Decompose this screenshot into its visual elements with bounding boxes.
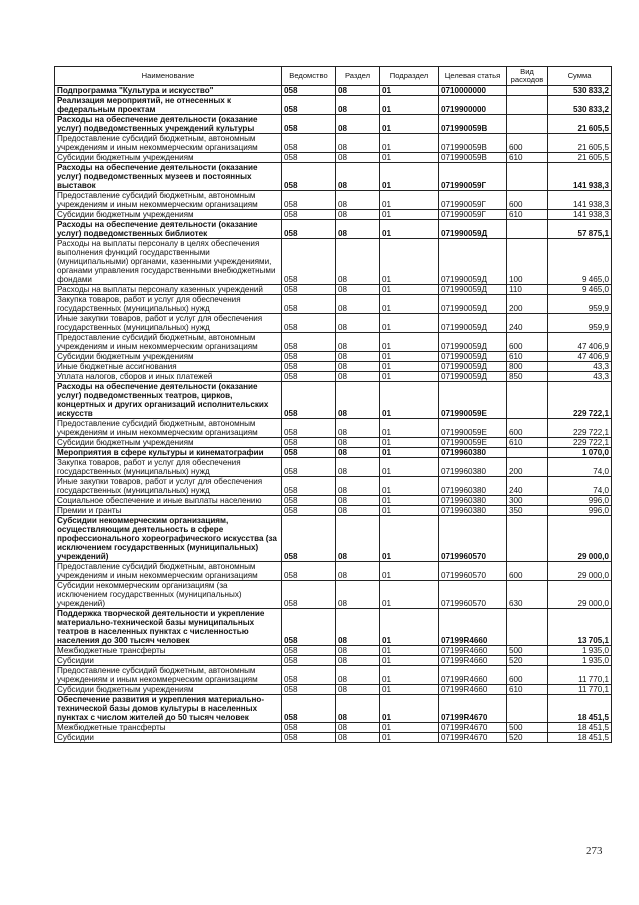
table-row	[55, 666, 612, 685]
row-expense-type: 520	[507, 733, 548, 743]
row-section: 08	[336, 666, 380, 685]
row-section: 08	[336, 438, 380, 448]
row-sum: 47 406,9	[548, 333, 612, 352]
row-name: Обеспечение развития и укрепления материально-технической базы домов культуры в населенных пунктах с числом жителей до 50 тысяч человек	[55, 695, 282, 723]
row-sum: 996,0	[548, 496, 612, 506]
row-sum: 11 770,1	[548, 685, 612, 695]
row-sum: 18 451,5	[548, 723, 612, 733]
row-subsection: 01	[380, 609, 439, 646]
row-target-article: 07199R4660	[439, 646, 507, 656]
row-department: 058	[282, 496, 336, 506]
row-subsection: 01	[380, 419, 439, 438]
table-row	[55, 372, 612, 382]
table-row	[55, 352, 612, 362]
row-expense-type	[507, 382, 548, 419]
row-name: Расходы на обеспечение деятельности (оказание услуг) подведомственных музеев и постоянных выставок	[55, 163, 282, 191]
row-name: Субсидии бюджетным учреждениям	[55, 438, 282, 448]
row-expense-type: 520	[507, 656, 548, 666]
header-department: Ведомство	[282, 67, 336, 86]
row-target-article: 071990059Г	[439, 163, 507, 191]
row-subsection: 01	[380, 458, 439, 477]
row-target-article: 071990059В	[439, 134, 507, 153]
table-row	[55, 733, 612, 743]
row-department: 058	[282, 163, 336, 191]
row-target-article: 071990059В	[439, 115, 507, 134]
table-row	[55, 210, 612, 220]
row-expense-type: 600	[507, 562, 548, 581]
row-sum: 959,9	[548, 295, 612, 314]
row-subsection: 01	[380, 96, 439, 115]
row-subsection: 01	[380, 581, 439, 609]
row-section: 08	[336, 239, 380, 285]
row-section: 08	[336, 314, 380, 333]
row-department: 058	[282, 362, 336, 372]
row-expense-type: 200	[507, 458, 548, 477]
row-target-article: 07199R4660	[439, 656, 507, 666]
row-department: 058	[282, 695, 336, 723]
table-row	[55, 295, 612, 314]
row-name: Иные закупки товаров, работ и услуг для обеспечения государственных (муниципальных) нужд	[55, 314, 282, 333]
row-subsection: 01	[380, 115, 439, 134]
row-department: 058	[282, 448, 336, 458]
table-body	[55, 86, 612, 743]
row-expense-type: 800	[507, 362, 548, 372]
row-target-article: 0719960380	[439, 496, 507, 506]
row-name: Субсидии некоммерческим организациям, осуществляющим деятельность в сфере профессионального хореографического искусства (за исключением государственных (муниципальных) учреждений)	[55, 516, 282, 562]
row-section: 08	[336, 96, 380, 115]
row-section: 08	[336, 733, 380, 743]
row-name: Расходы на выплаты персоналу в целях обеспечения выполнения функций государственными (муниципальными) органами, казенными учреждениями, органами управления государственными внебюджетными фондами	[55, 239, 282, 285]
row-section: 08	[336, 134, 380, 153]
row-department: 058	[282, 419, 336, 438]
row-target-article: 07199R4660	[439, 685, 507, 695]
row-target-article: 071990059Д	[439, 352, 507, 362]
row-target-article: 07199R4670	[439, 733, 507, 743]
row-target-article: 0719960380	[439, 477, 507, 496]
table-row	[55, 86, 612, 96]
row-subsection: 01	[380, 496, 439, 506]
table-row	[55, 656, 612, 666]
row-name: Предоставление субсидий бюджетным, автономным учреждениям и иным некоммерческим организациям	[55, 562, 282, 581]
row-target-article: 071990059Г	[439, 210, 507, 220]
row-sum: 21 605,5	[548, 153, 612, 163]
header-name: Наименование	[55, 67, 282, 86]
row-expense-type	[507, 115, 548, 134]
row-section: 08	[336, 295, 380, 314]
row-expense-type: 500	[507, 723, 548, 733]
row-subsection: 01	[380, 314, 439, 333]
row-department: 058	[282, 562, 336, 581]
row-section: 08	[336, 685, 380, 695]
header-sum: Сумма	[548, 67, 612, 86]
row-expense-type: 610	[507, 210, 548, 220]
row-subsection: 01	[380, 295, 439, 314]
row-subsection: 01	[380, 210, 439, 220]
row-sum: 1 935,0	[548, 656, 612, 666]
row-department: 058	[282, 382, 336, 419]
row-sum: 1 935,0	[548, 646, 612, 656]
row-department: 058	[282, 285, 336, 295]
row-subsection: 01	[380, 646, 439, 656]
page-number: 273	[586, 845, 603, 857]
row-subsection: 01	[380, 506, 439, 516]
table-row	[55, 581, 612, 609]
row-section: 08	[336, 609, 380, 646]
row-section: 08	[336, 372, 380, 382]
row-section: 08	[336, 382, 380, 419]
row-subsection: 01	[380, 382, 439, 419]
row-section: 08	[336, 581, 380, 609]
row-section: 08	[336, 448, 380, 458]
row-name: Реализация мероприятий, не отнесенных к федеральным проектам	[55, 96, 282, 115]
row-subsection: 01	[380, 477, 439, 496]
row-expense-type: 240	[507, 477, 548, 496]
row-target-article: 071990059Е	[439, 382, 507, 419]
row-department: 058	[282, 86, 336, 96]
row-subsection: 01	[380, 153, 439, 163]
row-department: 058	[282, 314, 336, 333]
row-department: 058	[282, 581, 336, 609]
row-name: Предоставление субсидий бюджетным, автономным учреждениям и иным некоммерческим организациям	[55, 191, 282, 210]
table-row	[55, 163, 612, 191]
row-subsection: 01	[380, 656, 439, 666]
row-expense-type: 500	[507, 646, 548, 656]
row-subsection: 01	[380, 438, 439, 448]
row-expense-type: 600	[507, 191, 548, 210]
row-department: 058	[282, 516, 336, 562]
row-name: Предоставление субсидий бюджетным, автономным учреждениям и иным некоммерческим организациям	[55, 134, 282, 153]
table-row	[55, 496, 612, 506]
row-expense-type: 110	[507, 285, 548, 295]
row-department: 058	[282, 646, 336, 656]
row-department: 058	[282, 191, 336, 210]
table-row	[55, 723, 612, 733]
row-name: Расходы на обеспечение деятельности (оказание услуг) подведомственных учреждений культуры	[55, 115, 282, 134]
row-name: Субсидии некоммерческим организациям (за исключением государственных (муниципальных) учреждений)	[55, 581, 282, 609]
row-target-article: 071990059Д	[439, 362, 507, 372]
row-target-article: 071990059В	[439, 153, 507, 163]
row-target-article: 071990059Д	[439, 220, 507, 239]
row-target-article: 071990059Д	[439, 285, 507, 295]
row-subsection: 01	[380, 666, 439, 685]
row-expense-type: 610	[507, 153, 548, 163]
row-subsection: 01	[380, 134, 439, 153]
table-row	[55, 362, 612, 372]
row-sum: 13 705,1	[548, 609, 612, 646]
row-target-article: 071990059Д	[439, 372, 507, 382]
row-department: 058	[282, 477, 336, 496]
row-name: Субсидии бюджетным учреждениям	[55, 685, 282, 695]
row-expense-type: 100	[507, 239, 548, 285]
table-row	[55, 333, 612, 352]
row-name: Мероприятия в сфере культуры и кинематографии	[55, 448, 282, 458]
row-subsection: 01	[380, 685, 439, 695]
row-target-article: 07199R4670	[439, 695, 507, 723]
row-sum: 530 833,2	[548, 86, 612, 96]
row-sum: 57 875,1	[548, 220, 612, 239]
table-row	[55, 285, 612, 295]
row-department: 058	[282, 372, 336, 382]
row-expense-type	[507, 220, 548, 239]
row-expense-type	[507, 448, 548, 458]
row-target-article: 0719960570	[439, 516, 507, 562]
table-row	[55, 506, 612, 516]
row-section: 08	[336, 352, 380, 362]
row-section: 08	[336, 506, 380, 516]
row-section: 08	[336, 153, 380, 163]
row-sum: 141 938,3	[548, 163, 612, 191]
row-subsection: 01	[380, 362, 439, 372]
row-name: Закупка товаров, работ и услуг для обеспечения государственных (муниципальных) нужд	[55, 458, 282, 477]
row-subsection: 01	[380, 163, 439, 191]
row-sum: 141 938,3	[548, 210, 612, 220]
row-name: Расходы на выплаты персоналу казенных учреждений	[55, 285, 282, 295]
row-section: 08	[336, 220, 380, 239]
row-department: 058	[282, 609, 336, 646]
row-expense-type: 850	[507, 372, 548, 382]
row-subsection: 01	[380, 448, 439, 458]
row-section: 08	[336, 656, 380, 666]
row-department: 058	[282, 134, 336, 153]
row-target-article: 071990059Д	[439, 239, 507, 285]
row-name: Иные бюджетные ассигнования	[55, 362, 282, 372]
row-target-article: 071990059Г	[439, 191, 507, 210]
row-section: 08	[336, 285, 380, 295]
row-expense-type: 350	[507, 506, 548, 516]
row-expense-type	[507, 163, 548, 191]
table-row	[55, 458, 612, 477]
row-name: Субсидии бюджетным учреждениям	[55, 210, 282, 220]
row-name: Иные закупки товаров, работ и услуг для обеспечения государственных (муниципальных) нужд	[55, 477, 282, 496]
row-subsection: 01	[380, 191, 439, 210]
row-sum: 11 770,1	[548, 666, 612, 685]
row-department: 058	[282, 438, 336, 448]
row-sum: 229 722,1	[548, 419, 612, 438]
row-department: 058	[282, 666, 336, 685]
table-row	[55, 448, 612, 458]
table-row	[55, 96, 612, 115]
row-target-article: 071990059Д	[439, 295, 507, 314]
row-sum: 530 833,2	[548, 96, 612, 115]
table-row	[55, 220, 612, 239]
table-row	[55, 685, 612, 695]
row-expense-type	[507, 609, 548, 646]
row-subsection: 01	[380, 516, 439, 562]
row-department: 058	[282, 210, 336, 220]
row-section: 08	[336, 210, 380, 220]
row-name: Расходы на обеспечение деятельности (оказание услуг) подведомственных библиотек	[55, 220, 282, 239]
row-department: 058	[282, 115, 336, 134]
row-target-article: 071990059Д	[439, 314, 507, 333]
header-subsection: Подраздел	[380, 67, 439, 86]
row-name: Субсидии	[55, 656, 282, 666]
row-name: Уплата налогов, сборов и иных платежей	[55, 372, 282, 382]
row-department: 058	[282, 656, 336, 666]
row-department: 058	[282, 96, 336, 115]
row-section: 08	[336, 458, 380, 477]
row-department: 058	[282, 295, 336, 314]
table-row	[55, 382, 612, 419]
row-sum: 18 451,5	[548, 695, 612, 723]
row-name: Предоставление субсидий бюджетным, автономным учреждениям и иным некоммерческим организациям	[55, 419, 282, 438]
row-section: 08	[336, 86, 380, 96]
table-row	[55, 609, 612, 646]
row-expense-type	[507, 96, 548, 115]
row-expense-type: 600	[507, 333, 548, 352]
row-expense-type	[507, 86, 548, 96]
row-name: Подпрограмма "Культура и искусство"	[55, 86, 282, 96]
row-subsection: 01	[380, 285, 439, 295]
row-name: Субсидии бюджетным учреждениям	[55, 153, 282, 163]
header-target-article: Целевая статья	[439, 67, 507, 86]
table-row	[55, 695, 612, 723]
header-section: Раздел	[336, 67, 380, 86]
row-target-article: 07199R4670	[439, 723, 507, 733]
row-name: Социальное обеспечение и иные выплаты населению	[55, 496, 282, 506]
row-sum: 74,0	[548, 458, 612, 477]
row-target-article: 071990059Д	[439, 333, 507, 352]
row-sum: 959,9	[548, 314, 612, 333]
row-name: Субсидии	[55, 733, 282, 743]
row-department: 058	[282, 506, 336, 516]
row-sum: 29 000,0	[548, 516, 612, 562]
row-section: 08	[336, 419, 380, 438]
table-row	[55, 153, 612, 163]
row-expense-type: 600	[507, 419, 548, 438]
row-name: Премии и гранты	[55, 506, 282, 516]
table-row	[55, 419, 612, 438]
row-name: Предоставление субсидий бюджетным, автономным учреждениям и иным некоммерческим организациям	[55, 666, 282, 685]
row-target-article: 07199R4660	[439, 609, 507, 646]
row-target-article: 0719960380	[439, 506, 507, 516]
row-sum: 9 465,0	[548, 285, 612, 295]
row-subsection: 01	[380, 372, 439, 382]
row-expense-type: 300	[507, 496, 548, 506]
row-sum: 74,0	[548, 477, 612, 496]
row-subsection: 01	[380, 695, 439, 723]
budget-table	[54, 66, 612, 743]
row-sum: 43,3	[548, 372, 612, 382]
row-sum: 29 000,0	[548, 562, 612, 581]
table-row	[55, 191, 612, 210]
row-target-article: 071990059Е	[439, 438, 507, 448]
row-sum: 29 000,0	[548, 581, 612, 609]
row-section: 08	[336, 516, 380, 562]
row-sum: 9 465,0	[548, 239, 612, 285]
row-expense-type: 600	[507, 666, 548, 685]
row-target-article: 0719900000	[439, 96, 507, 115]
row-subsection: 01	[380, 723, 439, 733]
row-name: Расходы на обеспечение деятельности (оказание услуг) подведомственных театров, цирков, концертных и других организаций исполнительских искусств	[55, 382, 282, 419]
row-target-article: 0719960380	[439, 458, 507, 477]
table-row	[55, 562, 612, 581]
row-department: 058	[282, 733, 336, 743]
row-sum: 21 605,5	[548, 115, 612, 134]
row-sum: 1 070,0	[548, 448, 612, 458]
row-sum: 43,3	[548, 362, 612, 372]
row-sum: 996,0	[548, 506, 612, 516]
row-sum: 47 406,9	[548, 352, 612, 362]
row-section: 08	[336, 115, 380, 134]
row-sum: 229 722,1	[548, 382, 612, 419]
row-subsection: 01	[380, 333, 439, 352]
row-subsection: 01	[380, 220, 439, 239]
row-target-article: 07199R4660	[439, 666, 507, 685]
row-section: 08	[336, 477, 380, 496]
table-row	[55, 115, 612, 134]
row-department: 058	[282, 220, 336, 239]
row-expense-type: 610	[507, 438, 548, 448]
row-sum: 18 451,5	[548, 733, 612, 743]
row-section: 08	[336, 646, 380, 656]
row-department: 058	[282, 153, 336, 163]
row-name: Поддержка творческой деятельности и укрепление материально-технической базы муниципальных театров в населенных пунктах с численностью населения до 300 тысяч человек	[55, 609, 282, 646]
row-target-article: 0719960570	[439, 562, 507, 581]
row-sum: 229 722,1	[548, 438, 612, 448]
row-target-article: 071990059Е	[439, 419, 507, 438]
row-section: 08	[336, 695, 380, 723]
row-name: Межбюджетные трансферты	[55, 646, 282, 656]
row-expense-type: 200	[507, 295, 548, 314]
header-expense-type: Вид расходов	[507, 67, 548, 86]
row-name: Предоставление субсидий бюджетным, автономным учреждениям и иным некоммерческим организациям	[55, 333, 282, 352]
row-section: 08	[336, 191, 380, 210]
row-subsection: 01	[380, 352, 439, 362]
row-section: 08	[336, 496, 380, 506]
table-row	[55, 438, 612, 448]
row-section: 08	[336, 362, 380, 372]
row-department: 058	[282, 333, 336, 352]
row-section: 08	[336, 723, 380, 733]
row-subsection: 01	[380, 239, 439, 285]
table-row	[55, 239, 612, 285]
row-expense-type: 610	[507, 352, 548, 362]
table-row	[55, 134, 612, 153]
row-department: 058	[282, 685, 336, 695]
row-name: Закупка товаров, работ и услуг для обеспечения государственных (муниципальных) нужд	[55, 295, 282, 314]
row-expense-type	[507, 516, 548, 562]
row-subsection: 01	[380, 733, 439, 743]
row-department: 058	[282, 458, 336, 477]
table-row	[55, 477, 612, 496]
table-row	[55, 314, 612, 333]
row-target-article: 0710000000	[439, 86, 507, 96]
row-target-article: 0719960380	[439, 448, 507, 458]
row-sum: 21 605,5	[548, 134, 612, 153]
row-target-article: 0719960570	[439, 581, 507, 609]
row-section: 08	[336, 562, 380, 581]
row-name: Субсидии бюджетным учреждениям	[55, 352, 282, 362]
row-section: 08	[336, 333, 380, 352]
row-section: 08	[336, 163, 380, 191]
row-expense-type: 240	[507, 314, 548, 333]
row-sum: 141 938,3	[548, 191, 612, 210]
row-subsection: 01	[380, 562, 439, 581]
row-department: 058	[282, 352, 336, 362]
row-subsection: 01	[380, 86, 439, 96]
row-department: 058	[282, 239, 336, 285]
row-expense-type: 610	[507, 685, 548, 695]
row-name: Межбюджетные трансферты	[55, 723, 282, 733]
row-expense-type: 600	[507, 134, 548, 153]
table-row	[55, 646, 612, 656]
table-row	[55, 516, 612, 562]
row-expense-type: 630	[507, 581, 548, 609]
table-header-row	[55, 67, 612, 86]
row-expense-type	[507, 695, 548, 723]
row-department: 058	[282, 723, 336, 733]
